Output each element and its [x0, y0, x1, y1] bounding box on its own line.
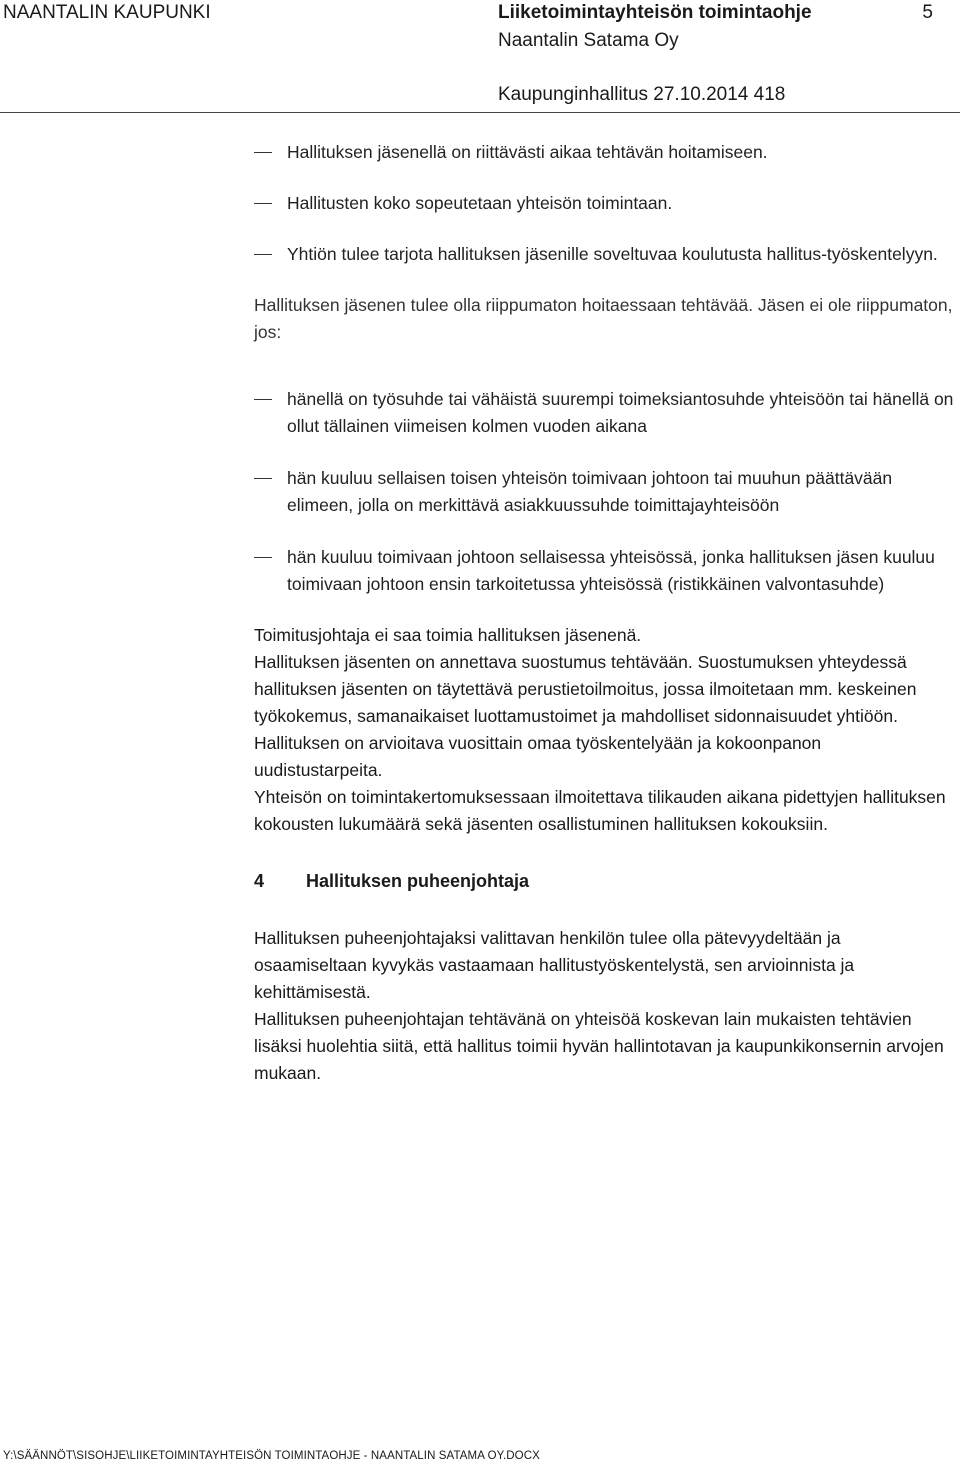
dash-bullet-icon — [254, 254, 272, 255]
document-title: Liiketoimintayhteisön toimintaohje — [498, 2, 812, 23]
paragraph-chair-2: Hallituksen puheenjohtajan tehtävänä on yhteisöä koskevan lain mukaisten tehtävien lisäksi huolehtia siitä, että hallitus toimii hyvän hallintotavan ja kaupunkikonsernin arvojen mukaan. — [254, 1009, 944, 1083]
paragraph-independence: Hallituksen jäsenen tulee olla riippumaton hoitaessaan tehtävää. Jäsen ei ole riippumaton, jos: — [254, 295, 953, 342]
page-number: 5 — [922, 2, 933, 23]
dash-bullet-icon — [254, 399, 272, 400]
dash-bullet-icon — [254, 557, 272, 558]
section-title: Hallituksen puheenjohtaja — [306, 871, 530, 891]
meeting-reference: Kaupunginhallitus 27.10.2014 418 — [498, 84, 786, 105]
section-heading — [254, 868, 954, 895]
independence-bullet-list — [254, 386, 954, 598]
list-item: hänellä on työsuhde tai vähäistä suurempi toimeksiantosuhde yhteisöön tai hänellä on ollut tällainen viimeisen kolmen vuoden aikana — [254, 386, 954, 440]
paragraph-ceo: Toimitusjohtaja ei saa toimia hallituksen jäsenenä. — [254, 625, 642, 645]
dash-bullet-icon — [254, 478, 272, 479]
paragraph-report: Yhteisön on toimintakertomuksessaan ilmoitettava tilikauden aikana pidettyjen hallituksen kokousten lukumäärä sekä jäsenten osallistuminen hallituksen kokouksiin. — [254, 787, 946, 834]
top-bullet-list — [254, 139, 954, 268]
paragraph-consent: Hallituksen jäsenten on annettava suostumus tehtävään. Suostumuksen yhteydessä hallituksen jäsenten on täytettävä perustietoilmoitus, jossa ilmoitetaan mm. keskeinen työkokemus, samanaikaiset luottamustoimet ja mahdolliset sidonnaisuudet yhtiöön. — [254, 652, 917, 726]
page-header — [0, 0, 960, 113]
document-body — [254, 139, 954, 1087]
organization-name: NAANTALIN KAUPUNKI — [3, 2, 211, 23]
dash-bullet-icon — [254, 203, 272, 204]
list-item: hän kuuluu sellaisen toisen yhteisön toimivaan johtoon tai muuhun päättävään elimeen, jolla on merkittävä asiakkuussuhde toimittajayhteisöön — [254, 465, 954, 519]
paragraph-chair-1: Hallituksen puheenjohtajaksi valittavan henkilön tulee olla pätevyydeltään ja osaamiseltaan kyvykäs vastaamaan hallitustyöskentelystä, sen arvioinnista ja kehittämisestä. — [254, 928, 855, 1002]
list-item: hän kuuluu toimivaan johtoon sellaisessa yhteisössä, jonka hallituksen jäsen kuuluu toimivaan johtoon ensin tarkoitetussa yhteisössä (ristikkäinen valvontasuhde) — [254, 544, 954, 598]
list-item: Yhtiön tulee tarjota hallituksen jäsenille soveltuvaa koulutusta hallitus-työskentelyyn. — [254, 241, 954, 268]
company-name: Naantalin Satama Oy — [498, 30, 679, 51]
list-item: Hallitusten koko sopeutetaan yhteisön toimintaan. — [254, 190, 954, 217]
dash-bullet-icon — [254, 152, 272, 153]
section-number: 4 — [254, 871, 265, 891]
list-item: Hallituksen jäsenellä on riittävästi aikaa tehtävän hoitamiseen. — [254, 139, 954, 166]
paragraph-evaluation: Hallituksen on arvioitava vuosittain omaa työskentelyään ja kokoonpanon uudistustarpeita. — [254, 733, 822, 780]
footer-file-path: Y:\SÄÄNNÖT\SISOHJE\LIIKETOIMINTAYHTEISÖN TOIMINTAOHJE - NAANTALIN SATAMA OY.DOCX — [3, 1450, 540, 1462]
